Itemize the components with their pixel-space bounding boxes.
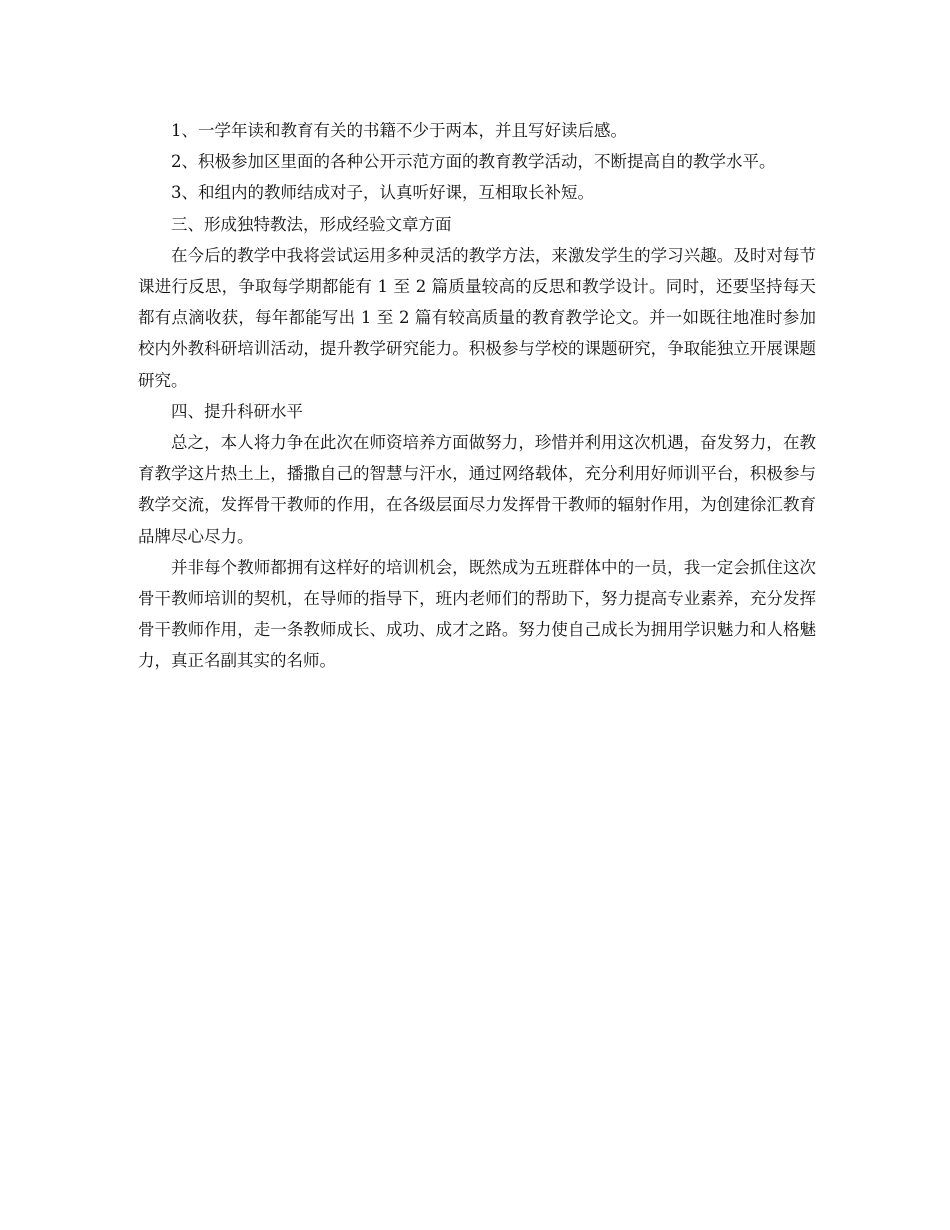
- body-paragraph-teaching-method: 在今后的教学中我将尝试运用多种灵活的教学方法，来激发学生的学习兴趣。及时对每节课进行反思，争取每学期都能有 1 至 2 篇质量较高的反思和教学设计。同时，还要坚持每天都有点滴收获，每年都能写出 1 至 2 篇有较高质量的教育教学论文。并一如既往地准时参加校内外教科研培训活动，提升教学研究能力。积极参与学校的课题研究，争取能独立开展课题研究。: [138, 245, 816, 390]
- document-body: [138, 115, 816, 677]
- list-item-activities: 2、积极参加区里面的各种公开示范方面的教育教学活动，不断提高自的教学水平。: [171, 152, 776, 172]
- body-paragraph-summary: 总之，本人将力争在此次在师资培养方面做努力，珍惜并利用这次机遇，奋发努力，在教育教学这片热土上，播撒自己的智慧与汗水，通过网络载体，充分利用好师训平台，积极参与教学交流，发挥骨干教师的作用，在各级层面尽力发挥骨干教师的辐射作用，为创建徐汇教育品牌尽心尽力。: [138, 433, 816, 546]
- section-heading-teaching-method: 三、形成独特教法，形成经验文章方面: [171, 214, 452, 234]
- section-heading-research: 四、提升科研水平: [171, 401, 303, 421]
- list-item-pairing: 3、和组内的教师结成对子，认真听好课，互相取长补短。: [171, 183, 594, 203]
- list-item-reading: 1、一学年读和教育有关的书籍不少于两本，并且写好读后感。: [171, 121, 627, 140]
- body-paragraph-closing: 并非每个教师都拥有这样好的培训机会，既然成为五班群体中的一员，我一定会抓住这次骨干教师培训的契机，在导师的指导下，班内老师们的帮助下，努力提高专业素养，充分发挥骨干教师作用，走一条教师成长、成功、成才之路。努力使自己成长为拥用学识魅力和人格魅力，真正名副其实的名师。: [138, 557, 816, 671]
